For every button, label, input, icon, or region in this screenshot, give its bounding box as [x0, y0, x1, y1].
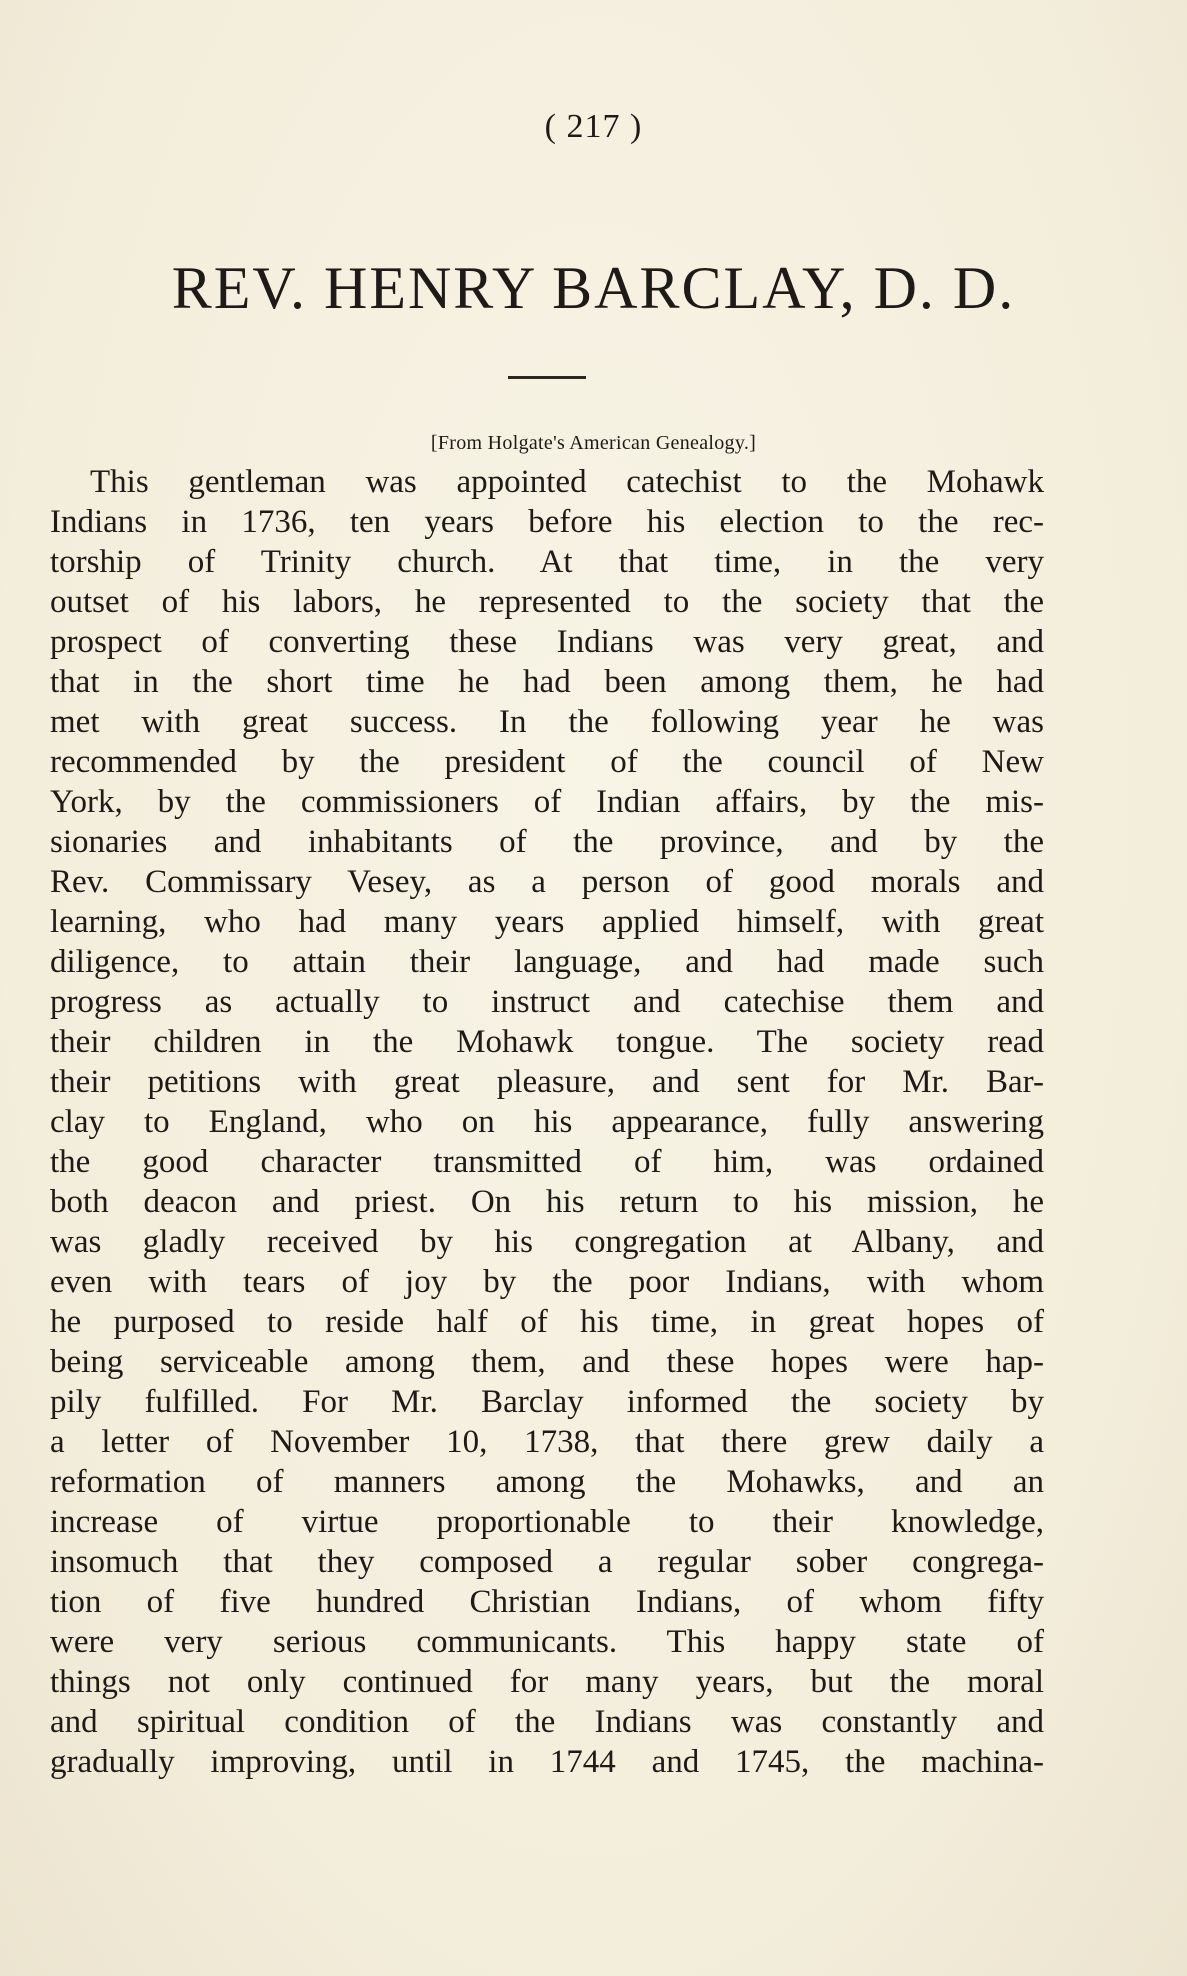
- text-line: outset of his labors, he represented to the society that the: [50, 584, 1044, 620]
- text-line: was gladly received by his congregation at Albany, and: [50, 1224, 1044, 1260]
- text-line: met with great success. In the following year he was: [50, 704, 1044, 740]
- source-citation: [From Holgate's American Genealogy.]: [430, 432, 757, 454]
- text-line: learning, who had many years applied himself, with great: [50, 904, 1044, 940]
- text-line: being serviceable among them, and these hopes were hap-: [50, 1344, 1044, 1380]
- page-number: ( 217 ): [544, 108, 643, 145]
- text-line: things not only continued for many years, but the moral: [50, 1664, 1044, 1700]
- text-line: tion of five hundred Christian Indians, of whom fifty: [50, 1584, 1044, 1620]
- text-line: diligence, to attain their language, and had made such: [50, 944, 1044, 980]
- text-line: Indians in 1736, ten years before his election to the rec-: [50, 504, 1044, 540]
- text-line: increase of virtue proportionable to their knowledge,: [50, 1504, 1044, 1540]
- body-paragraph: [50, 462, 1044, 1782]
- text-line: he purposed to reside half of his time, in great hopes of: [50, 1304, 1044, 1340]
- text-line: pily fulfilled. For Mr. Barclay informed the society by: [50, 1384, 1044, 1420]
- text-line: progress as actually to instruct and catechise them and: [50, 984, 1044, 1020]
- text-line: the good character transmitted of him, was ordained: [50, 1144, 1044, 1180]
- text-line: clay to England, who on his appearance, fully answering: [50, 1104, 1044, 1140]
- text-line: and spiritual condition of the Indians was constantly and: [50, 1704, 1044, 1740]
- text-line: York, by the commissioners of Indian affairs, by the mis-: [50, 784, 1044, 820]
- text-line: This gentleman was appointed catechist to the Mohawk: [90, 464, 1044, 500]
- text-line: reformation of manners among the Mohawks, and an: [50, 1464, 1044, 1500]
- text-line: sionaries and inhabitants of the province, and by the: [50, 824, 1044, 860]
- text-line: a letter of November 10, 1738, that there grew daily a: [50, 1424, 1044, 1460]
- text-line: that in the short time he had been among them, he had: [50, 664, 1044, 700]
- text-line: recommended by the president of the council of New: [50, 744, 1044, 780]
- text-line: their petitions with great pleasure, and sent for Mr. Bar-: [50, 1064, 1044, 1100]
- text-line: both deacon and priest. On his return to his mission, he: [50, 1184, 1044, 1220]
- text-line: Rev. Commissary Vesey, as a person of good morals and: [50, 864, 1044, 900]
- text-line: prospect of converting these Indians was very great, and: [50, 624, 1044, 660]
- chapter-title: REV. HENRY BARCLAY, D. D.: [171, 255, 1016, 321]
- title-divider: [508, 376, 586, 379]
- text-line: torship of Trinity church. At that time, in the very: [50, 544, 1044, 580]
- text-line: their children in the Mohawk tongue. The society read: [50, 1024, 1044, 1060]
- text-line: even with tears of joy by the poor Indians, with whom: [50, 1264, 1044, 1300]
- text-line: were very serious communicants. This happy state of: [50, 1624, 1044, 1660]
- text-line: insomuch that they composed a regular sober congrega-: [50, 1544, 1044, 1580]
- text-line: gradually improving, until in 1744 and 1745, the machina-: [50, 1744, 1044, 1780]
